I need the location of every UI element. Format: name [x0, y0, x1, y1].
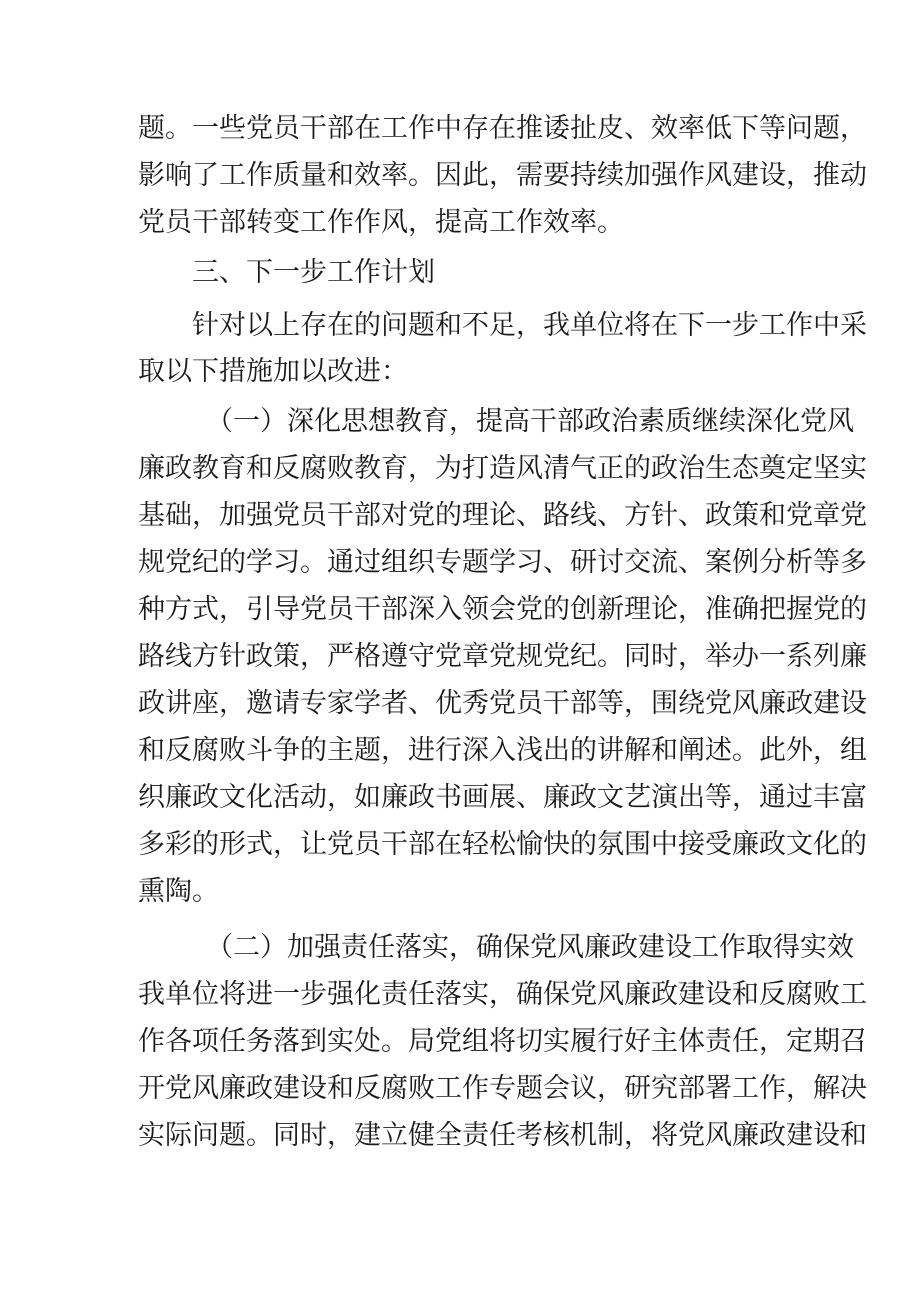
text-line: 影响了工作质量和效率。因此，需要持续加强作风建设，推动 — [138, 160, 867, 191]
section-heading: 三、下一步工作计划 — [192, 257, 435, 288]
text-line: 作各项任务落到实处。局党组将切实履行好主体责任，定期召 — [138, 1026, 867, 1057]
text-line: 和反腐败斗争的主题，进行深入浅出的讲解和阐述。此外，组 — [138, 735, 867, 766]
text-line: 取以下措施加以改进： — [138, 356, 408, 387]
text-line: 种方式，引导党员干部深入领会党的创新理论，准确把握党的 — [138, 594, 867, 625]
text-line: 熏陶。 — [138, 876, 219, 907]
subsection-heading: （二）加强责任落实，确保党风廉政建设工作取得实效 — [206, 932, 854, 963]
text-line: 政讲座，邀请专家学者、优秀党员干部等，围绕党风廉政建设 — [138, 688, 867, 719]
text-line: 多彩的形式，让党员干部在轻松愉快的氛围中接受廉政文化的 — [138, 829, 867, 860]
text-line: 基础，加强党员干部对党的理论、路线、方针、政策和党章党 — [138, 500, 867, 531]
text-line: 开党风廉政建设和反腐败工作专题会议，研究部署工作，解决 — [138, 1073, 867, 1104]
text-line: 织廉政文化活动，如廉政书画展、廉政文艺演出等，通过丰富 — [138, 782, 867, 813]
text-line: 路线方针政策，严格遵守党章党规党纪。同时，举办一系列廉 — [138, 641, 867, 672]
subsection-heading: （一）深化思想教育，提高干部政治素质继续深化党风 — [206, 406, 854, 437]
text-line: 廉政教育和反腐败教育，为打造风清气正的政治生态奠定坚实 — [138, 453, 867, 484]
text-line: 党员干部转变工作作风，提高工作效率。 — [138, 207, 624, 238]
text-line: 规党纪的学习。通过组织专题学习、研讨交流、案例分析等多 — [138, 547, 867, 578]
text-line: 我单位将进一步强化责任落实，确保党风廉政建设和反腐败工 — [138, 979, 867, 1010]
text-line: 题。一些党员干部在工作中存在推诿扯皮、效率低下等问题， — [138, 113, 867, 144]
text-line: 实际问题。同时，建立健全责任考核机制，将党风廉政建设和 — [138, 1120, 867, 1151]
text-line: 针对以上存在的问题和不足，我单位将在下一步工作中采 — [192, 310, 867, 341]
